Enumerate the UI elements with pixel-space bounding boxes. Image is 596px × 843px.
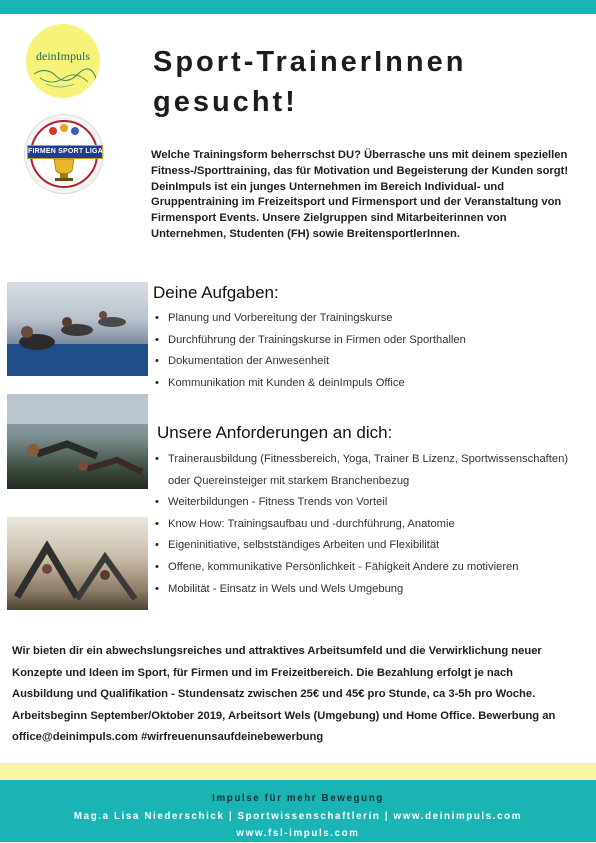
yellow-divider-band	[0, 763, 596, 780]
list-item: • Offene, kommunikative Persönlichkeit - Fähigkeit Andere zu motivieren	[153, 557, 573, 579]
deinimpuls-logo	[26, 24, 100, 98]
fitness-class-illustration	[7, 282, 148, 376]
list-item: • Durchführung der Trainingskurse in Firmen oder Sporthallen	[153, 330, 573, 352]
top-accent-bar	[0, 0, 596, 14]
footer-website-link[interactable]: www.fsl-impuls.com	[236, 828, 360, 839]
outdoor-training-illustration	[7, 394, 148, 489]
intro-paragraph: Welche Trainingsform beherrschst DU? Überrasche uns mit deinem speziellen Fitness-/Sporttraining, das für Motivation und Begeisterung der Kunden sorgt! DeinImpuls ist ein junges Unternehmen im Bereich Individual- und Gruppentraining im Freizeitsport und Firmensport und der Veranstaltung von Firmensport Events. Unsere Zielgruppen sind Mitarbeiterinnen von Unternehmen, Studenten (FH) sowie BreitensportlerInnen.	[151, 149, 569, 240]
list-item: • Planung und Vorbereitung der Trainingskurse	[153, 308, 573, 330]
yoga-class-photo	[7, 517, 148, 610]
list-item: • Kommunikation mit Kunden & deinImpuls Office	[153, 373, 573, 395]
aufgaben-heading: Deine Aufgaben:	[153, 283, 279, 302]
firmen-sport-liga-badge	[24, 114, 104, 194]
aufgaben-list	[153, 308, 573, 394]
badge-banner	[27, 145, 103, 159]
list-item: • Eigeninitiative, selbstständiges Arbeiten und Flexibilität	[153, 535, 573, 557]
closing-paragraph: Wir bieten dir ein abwechslungsreiches und attraktives Arbeitsumfeld und die Verwirklichung neuer Konzepte und Ideen im Sport, für Firmen und im Freizeitbereich. Die Bezahlung erfolgt je nach Ausbildung und Qualifikation - Stundensatz zwischen 25€ und 45€ pro Stunde, ca 3-5h pro Woche. Arbeitsbeginn September/Oktober 2019, Arbeitsort Wels (Umgebung) und Home Office. Bewerbung an office@deinimpuls.com #wirfreuenunsaufdeinebewerbung	[12, 645, 556, 744]
fitness-class-photo	[7, 282, 148, 376]
list-item: • Mobilität - Einsatz in Wels und Wels Umgebung	[153, 579, 573, 601]
logo-swoosh-icon	[26, 64, 100, 94]
footer	[0, 780, 596, 842]
footer-tagline: Impulse für mehr Bewegung	[212, 793, 384, 804]
badge-text: FIRMEN SPORT LIGA	[28, 148, 103, 155]
footer-contact[interactable]: Mag.a Lisa Niederschick | Sportwissenschaftlerin | www.deinimpuls.com	[73, 810, 523, 822]
anforderungen-list	[153, 449, 573, 600]
anforderungen-heading: Unsere Anforderungen an dich:	[157, 423, 393, 442]
yoga-class-illustration	[7, 517, 148, 610]
list-item: • Dokumentation der Anwesenheit	[153, 351, 573, 373]
list-item: • Know How: Trainingsaufbau und -durchführung, Anatomie	[153, 514, 573, 536]
list-item: • Trainerausbildung (Fitnessbereich, Yoga, Trainer B Lizenz, Sportwissenschaften) oder Quereinsteiger mit starkem Branchenbezug	[153, 449, 573, 492]
page-title: Sport-TrainerInnen gesucht!	[153, 46, 467, 118]
outdoor-training-photo	[7, 394, 148, 489]
list-item: • Weiterbildungen - Fitness Trends von Vorteil	[153, 492, 573, 514]
logo-text: deinImpuls	[36, 49, 90, 63]
